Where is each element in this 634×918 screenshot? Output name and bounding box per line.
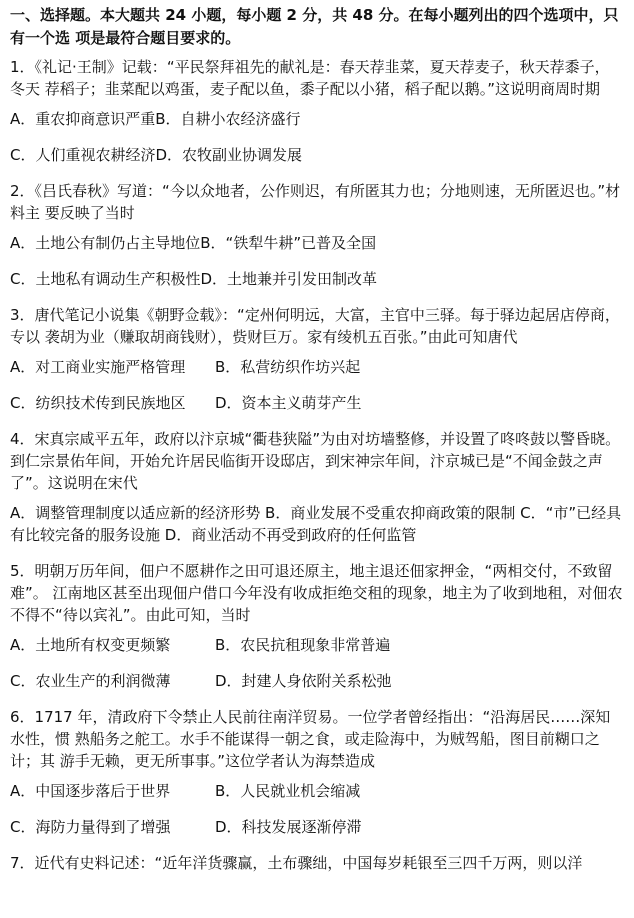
question-4: [10, 428, 624, 546]
option-row: [10, 144, 624, 166]
option-a[interactable]: A．土地所有权变更频繁: [10, 636, 171, 654]
option-row: [10, 780, 624, 802]
question-7: [10, 852, 624, 874]
option-a[interactable]: A．对工商业实施严格管理: [10, 358, 186, 376]
option-b[interactable]: B．人民就业机会缩减: [215, 782, 361, 800]
option-b[interactable]: B．商业发展不受重农抑商政策的限制: [265, 504, 516, 522]
option-row: [10, 392, 624, 414]
question-3: [10, 304, 624, 414]
option-c[interactable]: C．“市”已经具有比较完备的服务设施: [10, 504, 622, 544]
option-c[interactable]: C．农业生产的利润微薄: [10, 672, 171, 690]
question-stem: 5．明朝万历年间，佃户不愿耕作之田可退还原主，地主退还佃家押金，“两相交付，不致留难”。 江南地区甚至出现佃户借口今年没有收成拒绝交租的现象，地主为了收到地租，对佃农不得不“待以宾礼”。由此可知，当时: [10, 562, 623, 624]
option-d[interactable]: D．农牧副业协调发展: [155, 146, 303, 164]
question-1: [10, 56, 624, 166]
question-5: [10, 560, 624, 692]
option-b[interactable]: B．自耕小农经济盛行: [155, 110, 301, 128]
option-b[interactable]: B．“铁犁牛耕”已普及全国: [200, 234, 377, 252]
section-title: [10, 4, 624, 50]
section-title-line-1: 一、选择题。本大题共 24 小题，每小题 2 分，共 48 分。在每小题列出的四个选项中，只: [10, 6, 619, 24]
option-a[interactable]: A．中国逐步落后于世界: [10, 782, 171, 800]
question-stem: 6．1717 年，清政府下令禁止人民前往南洋贸易。一位学者曾经指出：“沿海居民……深知水性，惯 熟船务之舵工。水手不能谋得一朝之食，或走险海中，为贼驾船，图目前糊口之计；其 游手无赖，更无所事事。”这位学者认为海禁造成: [10, 708, 611, 770]
question-stem: 3．唐代笔记小说集《朝野佥载》：“定州何明远，大富，主官中三驿。每于驿边起居店停商，专以 袭胡为业（赚取胡商钱财），赀财巨万。家有绫机五百张。”由此可知唐代: [10, 306, 620, 346]
question-stem: 2．《吕氏春秋》写道：“今以众地者，公作则迟，有所匿其力也；分地则速，无所匿迟也。”材料主 要反映了当时: [10, 182, 621, 222]
option-d[interactable]: D．土地兼并引发田制改革: [200, 270, 378, 288]
question-stem: 4．宋真宗咸平五年，政府以汴京城“衢巷狭隘”为由对坊墙整修，并设置了咚咚鼓以警昏晓。 到仁宗景佑年间，开始允许居民临街开设邸店，到宋神宗年间，汴京城已是“不闻金鼓之声 了”。这说明在宋代: [10, 430, 621, 492]
option-c[interactable]: C．海防力量得到了增强: [10, 818, 171, 836]
option-c[interactable]: C．纺织技术传到民族地区: [10, 394, 186, 412]
question-stem: 1．《礼记·王制》记载：“平民祭拜祖先的献礼是：春天荐韭菜，夏天荐麦子，秋天荐黍子，冬天 荐稻子；韭菜配以鸡蛋，麦子配以鱼，黍子配以小猪，稻子配以鹅。”这说明商周时期: [10, 58, 610, 98]
option-row: [10, 356, 624, 378]
option-row: [10, 232, 624, 254]
question-6: [10, 706, 624, 838]
option-a[interactable]: A．调整管理制度以适应新的经济形势: [10, 504, 261, 522]
option-b[interactable]: B．私营纺织作坊兴起: [215, 358, 361, 376]
option-d[interactable]: D．科技发展逐渐停滞: [215, 818, 362, 836]
question-2: [10, 180, 624, 290]
option-b[interactable]: B．农民抗租现象非常普遍: [215, 636, 391, 654]
option-c[interactable]: C．人们重视农耕经济: [10, 146, 156, 164]
option-c[interactable]: C．土地私有调动生产积极性: [10, 270, 201, 288]
question-stem: 7．近代有史料记述：“近年洋货骤赢，土布骤绌，中国每岁耗银至三四千万两，则以洋: [10, 854, 583, 872]
option-d[interactable]: D．资本主义萌芽产生: [215, 394, 362, 412]
option-d[interactable]: D．商业活动不再受到政府的任何监管: [164, 526, 417, 544]
option-row: [10, 816, 624, 838]
option-row: [10, 502, 624, 546]
option-row: [10, 634, 624, 656]
option-d[interactable]: D．封建人身依附关系松弛: [215, 672, 392, 690]
option-a[interactable]: A．土地公有制仍占主导地位: [10, 234, 201, 252]
option-row: [10, 268, 624, 290]
option-row: [10, 108, 624, 130]
option-a[interactable]: A．重农抑商意识严重: [10, 110, 156, 128]
section-title-line-2: 有一个选 项是最符合题目要求的。: [10, 29, 241, 47]
option-row: [10, 670, 624, 692]
